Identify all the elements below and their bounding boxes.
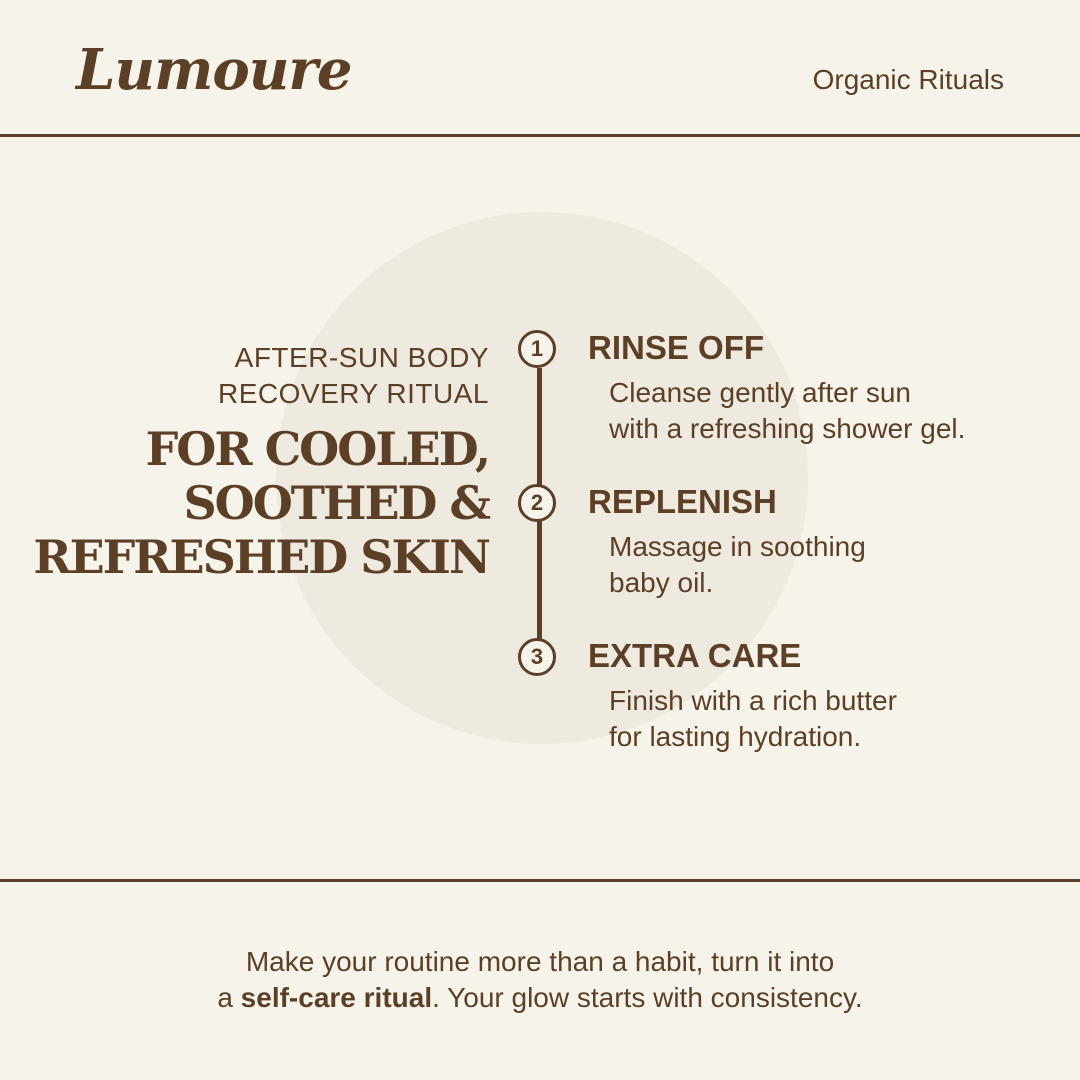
brand-tagline: Organic Rituals	[812, 64, 1004, 95]
step-desc-line: Massage in soothing	[609, 531, 866, 562]
footer-line	[0, 980, 1080, 1016]
footer-message	[0, 944, 1080, 1016]
headline-line: SOOTHED &	[183, 476, 489, 530]
step-desc-line: Finish with a rich butter	[609, 685, 897, 716]
step-desc-line: for lasting hydration.	[609, 721, 862, 752]
step-title: EXTRA CARE	[588, 637, 802, 674]
step-desc-line: Cleanse gently after sun	[609, 377, 911, 408]
footer-text: a	[217, 982, 241, 1013]
step-number-badge: 2	[518, 484, 556, 522]
step-number-badge: 3	[518, 638, 556, 676]
bottom-divider	[0, 879, 1080, 882]
footer-emphasis: self-care ritual	[240, 982, 433, 1013]
intro-subtitle	[29, 340, 489, 412]
subtitle-line: AFTER-SUN BODY	[234, 342, 489, 373]
step-title: RINSE OFF	[588, 329, 765, 366]
intro-headline	[29, 422, 489, 584]
brand-logo: Lumoure	[76, 37, 352, 103]
subtitle-line: RECOVERY RITUAL	[218, 378, 489, 409]
footer-text: . Your glow starts with consistency.	[432, 982, 863, 1013]
footer-line: Make your routine more than a habit, turn it into	[245, 946, 835, 977]
headline-line: FOR COOLED,	[145, 422, 489, 476]
step-description	[609, 375, 1049, 447]
step-description	[609, 683, 1049, 755]
step-title: REPLENISH	[588, 483, 777, 520]
step-number-badge: 1	[518, 330, 556, 368]
step-description	[609, 529, 1049, 601]
top-divider	[0, 134, 1080, 137]
headline-line: REFRESHED SKIN	[33, 530, 489, 584]
step-desc-line: with a refreshing shower gel.	[609, 413, 966, 444]
intro-block	[29, 340, 489, 584]
step-desc-line: baby oil.	[609, 567, 714, 598]
